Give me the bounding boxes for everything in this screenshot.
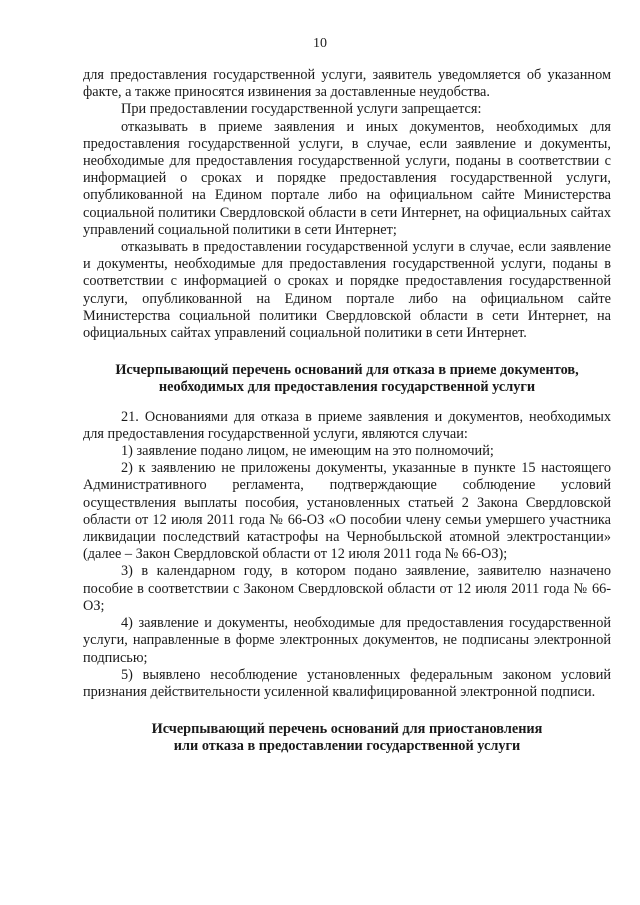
heading-line: необходимых для предоставления государственной услуги	[158, 379, 536, 396]
list-item: 2) к заявлению не приложены документы, указанные в пункте 15 настоящего Административного регламента, подтверждающие соблюдение условий осуществления выплаты пособия, установленных статьей 2 Закона Свердловской области от 12 июля 2011 года № 66-ОЗ «О пособии члену семьи умершего участника ликвидации последствий катастрофы на Чернобыльской атомной электростанции» (далее – Закон Свердловской области от 12 июля 2011 года № 66-ОЗ);	[83, 460, 611, 563]
paragraph-continuation: для предоставления государственной услуги, заявитель уведомляется об указанном факте, а также приносятся извинения за доставленные неудобства.	[83, 67, 611, 101]
section-heading-suspension	[83, 721, 611, 755]
list-item: 3) в календарном году, в котором подано заявление, заявителю назначено пособие в соответствии с Законом Свердловской области от 12 июля 2011 года № 66-ОЗ;	[83, 563, 611, 614]
paragraph-prohibited-intro: При предоставлении государственной услуги запрещается:	[121, 101, 482, 118]
list-item: 1) заявление подано лицом, не имеющим на это полномочий;	[121, 443, 494, 460]
paragraph-21-intro: 21. Основаниями для отказа в приеме заявления и документов, необходимых для предоставления государственной услуги, являются случаи:	[83, 408, 611, 442]
section-heading-refusal-acceptance	[83, 362, 611, 396]
list-item: 4) заявление и документы, необходимые для предоставления государственной услуги, направленные в форме электронных документов, не подписаны электронной подписью;	[83, 615, 611, 666]
heading-line: Исчерпывающий перечень оснований для приостановления	[151, 721, 543, 738]
page-number: 10	[313, 36, 327, 51]
paragraph-prohibited-2: отказывать в предоставлении государственной услуги в случае, если заявление и документы, необходимые для предоставления государственной услуги, поданы в соответствии с информацией о сроках и порядке предоставления государственной услуги, опубликованной на Едином портале либо на официальном сайте Министерства социальной политики Свердловской области в сети Интернет, на официальных сайтах управлений социальной политики в сети Интернет.	[83, 239, 611, 342]
paragraph-prohibited-1: отказывать в приеме заявления и иных документов, необходимых для предоставления государственной услуги, в случае, если заявление и документы, необходимые для предоставления государственной услуги, поданы в соответствии с информацией о сроках и порядке предоставления государственной услуги, опубликованной на Едином портале либо на официальном сайте Министерства социальной политики Свердловской области в сети Интернет, на официальных сайтах управлений социальной политики в сети Интернет;	[83, 118, 611, 238]
list-item: 5) выявлено несоблюдение установленных федеральным законом условий признания действительности усиленной квалифицированной электронной подписи.	[83, 666, 611, 700]
heading-line: или отказа в предоставлении государственной услуги	[173, 738, 521, 755]
heading-line: Исчерпывающий перечень оснований для отказа в приеме документов,	[115, 362, 579, 379]
document-body	[83, 67, 611, 756]
